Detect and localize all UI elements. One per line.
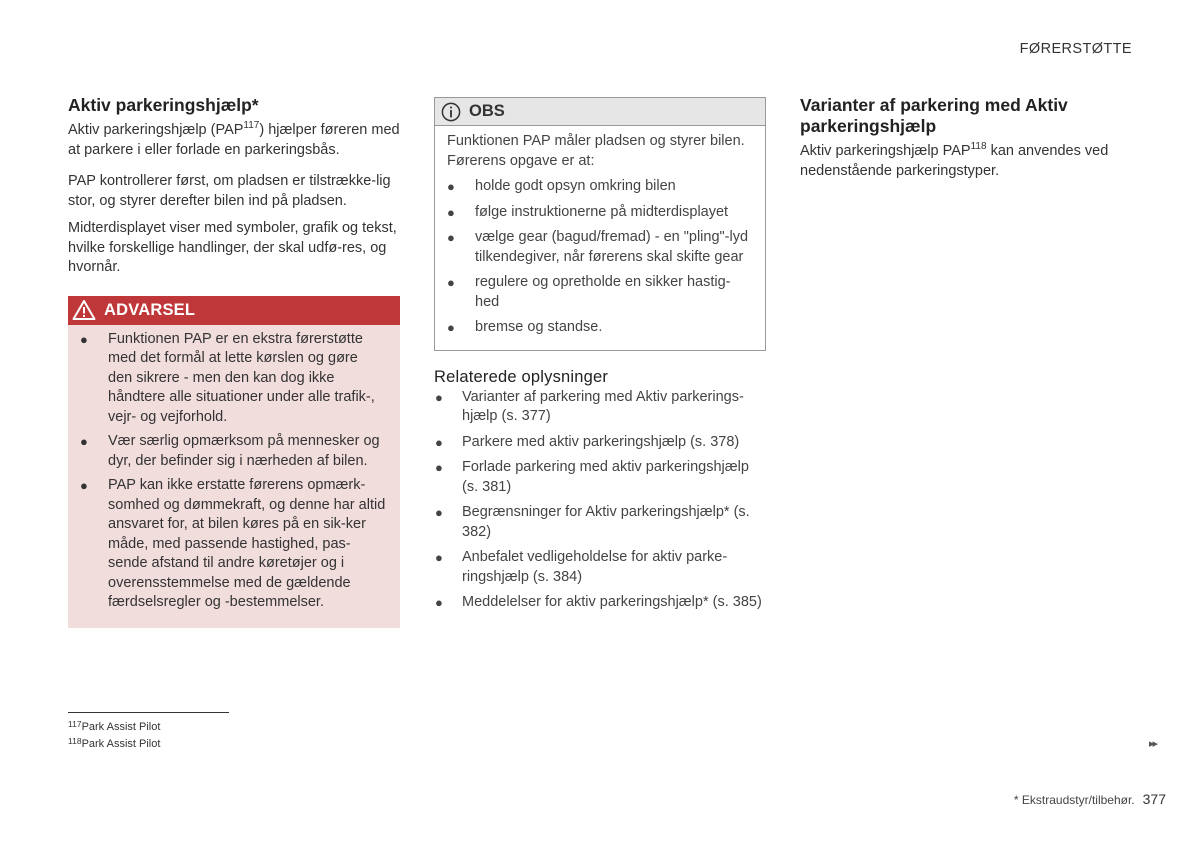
related-link[interactable] [434, 458, 766, 497]
related-list [434, 388, 766, 613]
page-footer [1014, 791, 1166, 807]
related-link-text[interactable]: Meddelelser for aktiv parkeringshjælp* (s. 385) [462, 594, 762, 610]
bullet-icon: ● [435, 550, 443, 565]
related-link-text[interactable]: Anbefalet vedligeholdelse for aktiv parke-ringshjælp (s. 384) [462, 549, 728, 585]
warning-triangle-icon [72, 299, 96, 321]
note-header [435, 98, 765, 126]
note-intro: Funktionen PAP måler pladsen og styrer bilen. Førerens opgave er at: [447, 133, 745, 169]
bullet-icon: ● [435, 595, 443, 610]
section-title: Aktiv parkeringshjælp* [68, 95, 259, 115]
warning-item-text: Vær særlig opmærksom på mennesker og dyr, der befinder sig i nærheden af bilen. [108, 433, 380, 469]
paragraph-2: PAP kontrollerer først, om pladsen er tilstrække-lig stor, og styrer derefter bilen ind på pladsen. [68, 173, 391, 209]
footnote-117 [68, 717, 160, 734]
section-header: FØRERSTØTTE [1019, 41, 1132, 57]
warning-item [80, 330, 386, 428]
footnote-ref-117[interactable]: 117 [243, 120, 260, 131]
footnote-118 [68, 734, 160, 751]
page-number: 377 [1142, 791, 1166, 807]
note-item-text: vælge gear (bagud/fremad) - en "pling"-lyd tilkendegiver, når førerens skal skifte gear [475, 229, 749, 265]
note-item-text: bremse og standse. [475, 319, 603, 335]
variants-text-end: kan anvendes ved nedenstående parkeringstyper. [800, 143, 1109, 179]
warning-item [80, 476, 386, 613]
related-link-text[interactable]: Parkere med aktiv parkeringshjælp (s. 378) [462, 433, 740, 450]
bullet-icon: ● [435, 389, 443, 405]
related-link-text[interactable]: Begrænsninger for Aktiv parkeringshjælp* (s. 382) [462, 504, 750, 540]
related-link[interactable] [434, 433, 766, 453]
bullet-icon: ● [435, 505, 443, 520]
bullet-icon: ● [447, 179, 455, 194]
bullet-icon: ● [80, 434, 88, 449]
column-left [68, 95, 400, 628]
note-title: OBS [469, 102, 505, 120]
section-title-variants: Varianter af parkering med Aktiv parkeringshjælp [800, 95, 1068, 136]
bullet-icon: ● [80, 331, 88, 347]
note-item-text: følge instruktionerne på midterdisplayet [475, 203, 729, 220]
bullet-icon: ● [435, 434, 443, 450]
warning-header [68, 296, 400, 325]
column-middle [434, 97, 766, 619]
footnote-ref-118[interactable]: 118 [970, 141, 987, 152]
note-item-text: regulere og opretholde en sikker hastig-hed [475, 274, 731, 310]
warning-title: ADVARSEL [104, 300, 196, 319]
bullet-icon: ● [447, 275, 455, 290]
warning-box [68, 296, 400, 628]
note-box [434, 97, 766, 351]
related-link[interactable] [434, 503, 766, 542]
variants-text-start: Aktiv parkeringshjælp PAP [800, 143, 971, 159]
intro-paragraph [68, 121, 400, 160]
footnote-number: 117 [68, 719, 82, 729]
footer-note: * Ekstraudstyr/tilbehør. [1013, 793, 1135, 807]
continue-arrows-icon: ▸▸ [1149, 738, 1157, 750]
column-right [800, 95, 1132, 189]
related-title: Relaterede oplysninger [434, 367, 609, 386]
note-item [447, 177, 753, 197]
warning-item-text: PAP kan ikke erstatte førerens opmærk-somhed og dømmekraft, og denne har altid ansvaret for, at bilen køres på en sik-ker måde, med passende hastighed, pas-sende afstand til andre køretøjer og i overensstemmelse med de gældende færdselsregler og -bestemmelser. [108, 477, 386, 610]
variants-paragraph [800, 142, 1132, 181]
warning-list [68, 325, 400, 613]
related-link[interactable] [434, 593, 766, 613]
footnote-text: Park Assist Pilot [81, 738, 161, 750]
related-info [434, 368, 766, 613]
note-item [447, 318, 753, 338]
intro-text-start: Aktiv parkeringshjælp (PAP [68, 122, 244, 138]
bullet-icon: ● [435, 460, 443, 475]
note-item-text: holde godt opsyn omkring bilen [475, 178, 676, 194]
bullet-icon: ● [80, 478, 88, 493]
related-link-text[interactable]: Varianter af parkering med Aktiv parkerings-hjælp (s. 377) [462, 388, 744, 424]
note-item [447, 203, 753, 223]
related-link-text[interactable]: Forlade parkering med aktiv parkeringshjælp (s. 381) [462, 459, 749, 495]
note-item [447, 228, 753, 267]
footnotes [68, 717, 160, 751]
related-link[interactable] [434, 548, 766, 587]
info-circle-icon [441, 102, 461, 122]
bullet-icon: ● [447, 230, 455, 245]
note-list [435, 177, 765, 338]
warning-item-text: Funktionen PAP er en ekstra førerstøtte med det formål at lette kørslen og gøre den sikrere - men den kan dog ikke håndtere alle situationer under alle trafik-, vejr- og vejforhold. [108, 330, 375, 425]
bullet-icon: ● [447, 320, 455, 335]
footnote-divider [68, 712, 229, 713]
footnote-text: Park Assist Pilot [81, 721, 161, 733]
paragraph-3: Midterdisplayet viser med symboler, grafik og tekst, hvilke forskellige handlinger, der skal udfø-res, og hvornår. [68, 220, 397, 275]
intro-text-end: ) hjælper føreren med at parkere i eller forlade en parkeringsbås. [68, 122, 400, 158]
note-item [447, 273, 753, 312]
warning-item [80, 432, 386, 471]
bullet-icon: ● [447, 204, 455, 220]
related-link[interactable] [434, 388, 766, 427]
footnote-number: 118 [68, 736, 82, 746]
